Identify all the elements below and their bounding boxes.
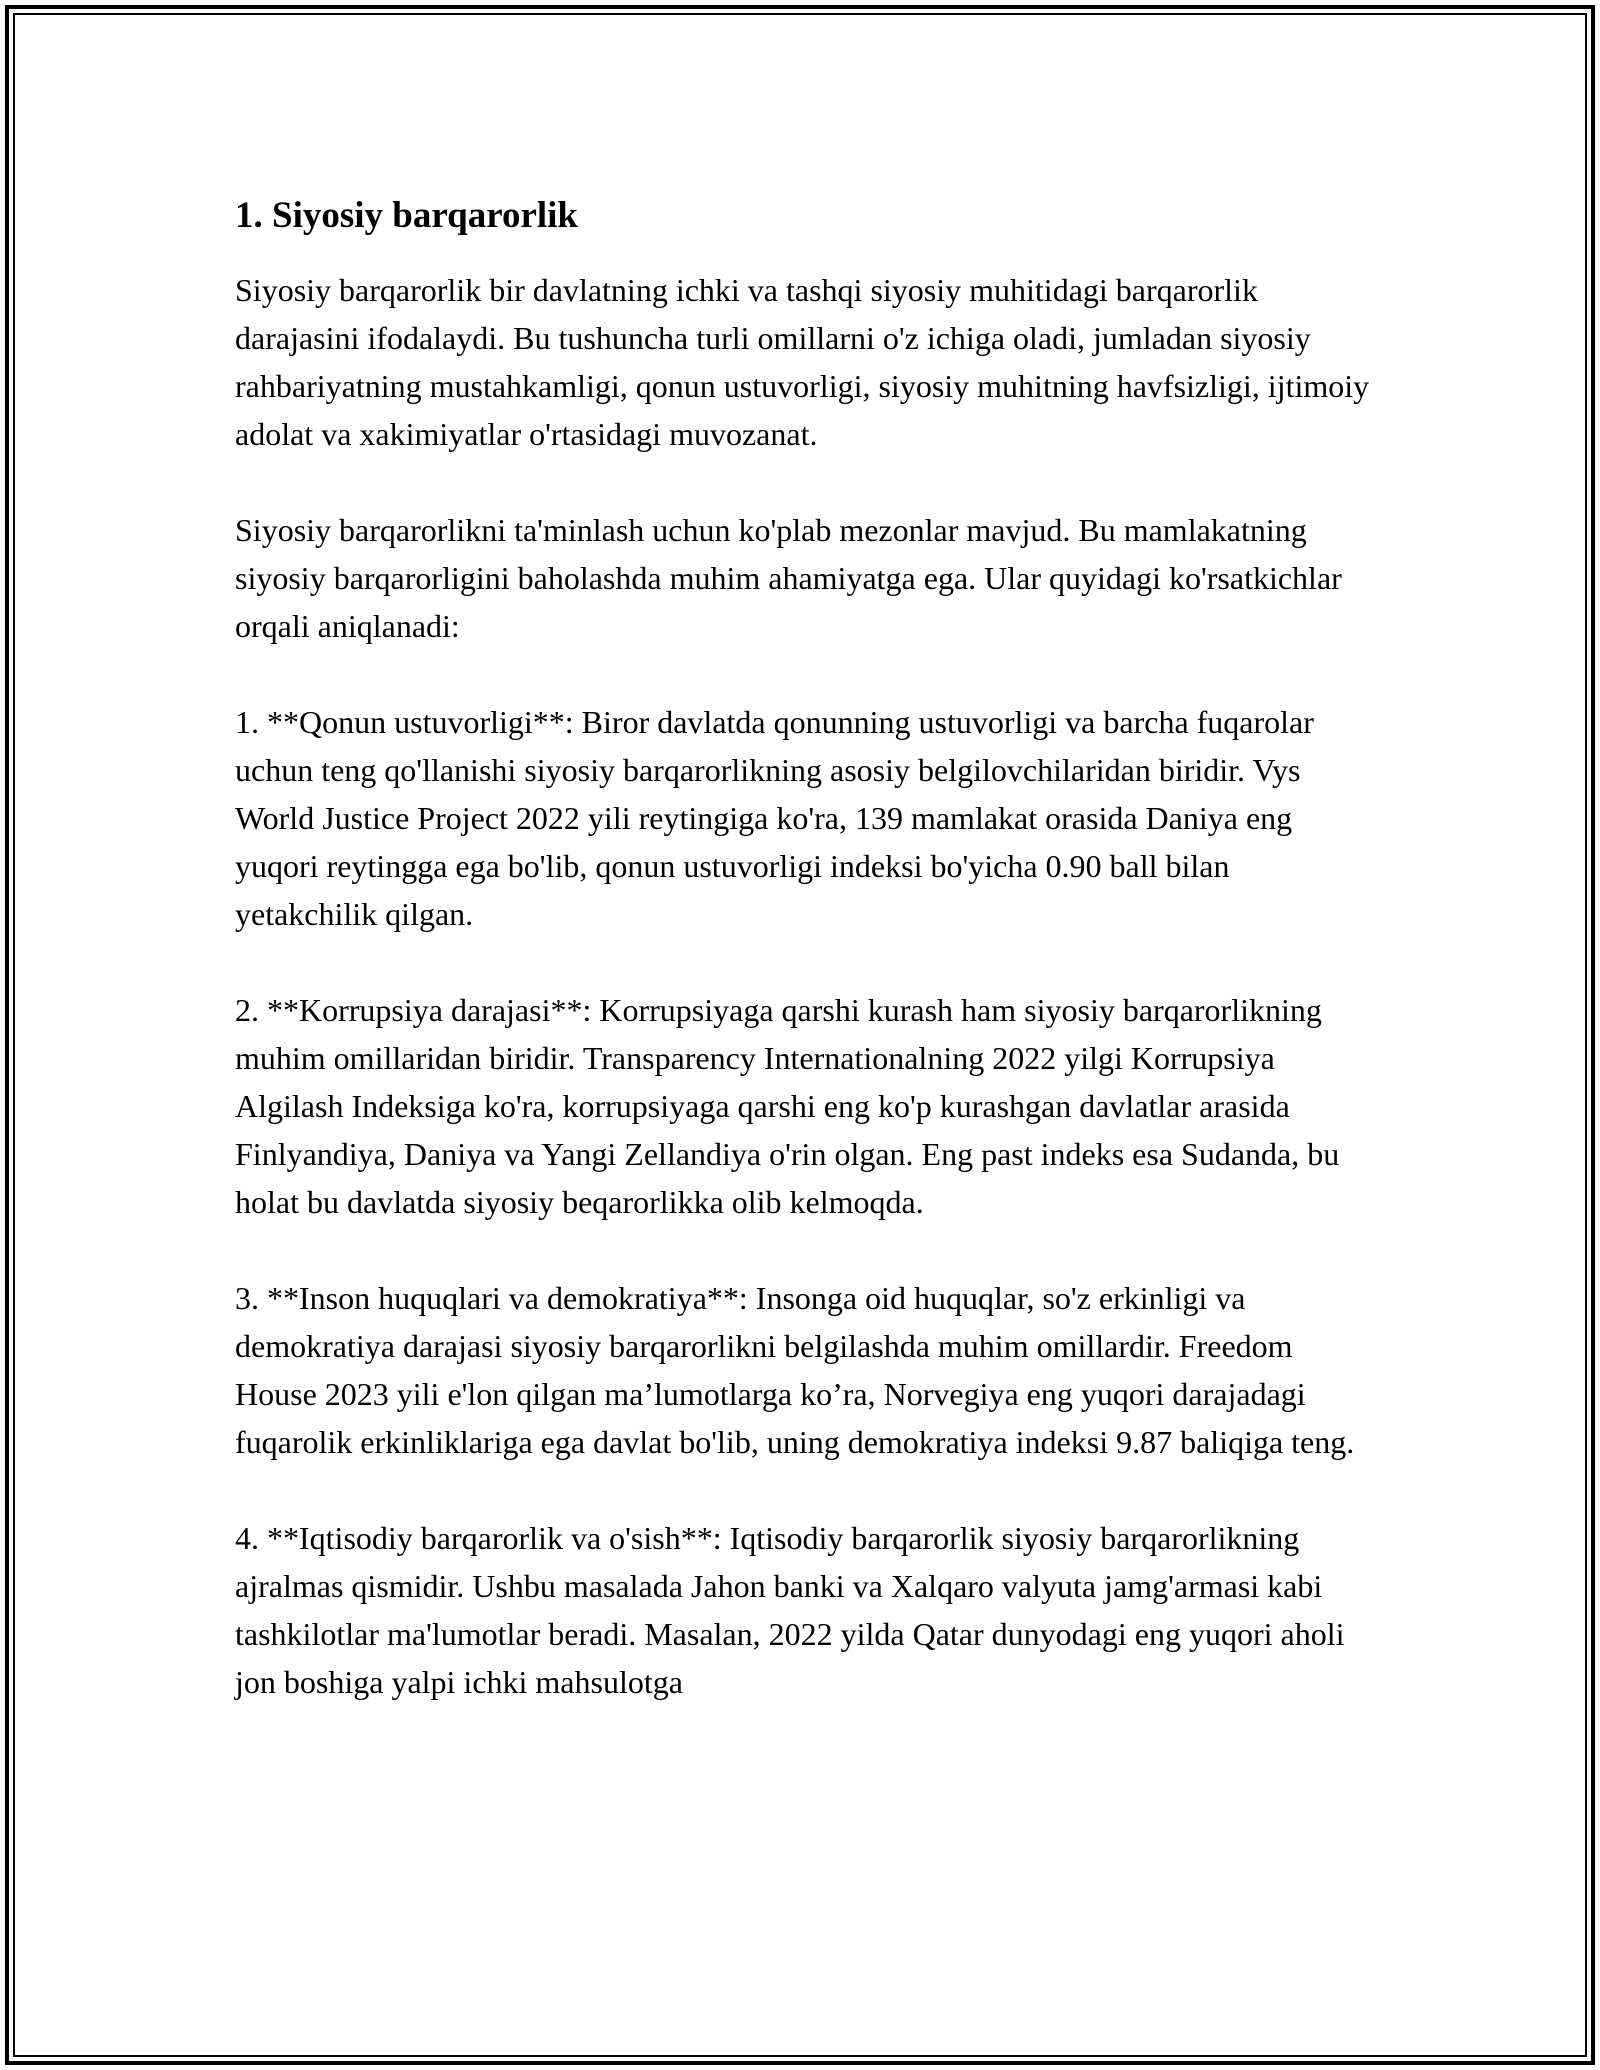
paragraph-economy: 4. **Iqtisodiy barqarorlik va o'sish**: Iqtisodiy barqarorlik siyosiy barqarorlikning ajralmas qismidir. Ushbu masalada Jahon banki va Xalqaro valyuta jamg'armasi kabi tashkilotlar ma'lumotlar beradi. Masalan, 2022 yilda Qatar dunyodagi eng yuqori aholi jon boshiga yalpi ichki mahsulotga <box>235 1520 1345 1700</box>
paragraph-intro: Siyosiy barqarorlik bir davlatning ichki va tashqi siyosiy muhitidagi barqarorlik darajasini ifodalaydi. Bu tushuncha turli omillarni o'z ichiga oladi, jumladan siyosiy rahbariyatning mustahkamligi, qonun ustuvorligi, siyosiy muhitning havfsizligi, ijtimoiy adolat va xakimiyatlar o'rtasidagi muvozanat. <box>235 272 1370 452</box>
paragraph-criteria: Siyosiy barqarorlikni ta'minlash uchun ko'plab mezonlar mavjud. Bu mamlakatning siyosiy barqarorligini baholashda muhim ahamiyatga ega. Ular quyidagi ko'rsatkichlar orqali aniqlanadi: <box>235 512 1342 644</box>
document-body <box>235 188 1375 1754</box>
paragraph-rule-of-law: 1. **Qonun ustuvorligi**: Biror davlatda qonunning ustuvorligi va barcha fuqarolar uchun teng qo'llanishi siyosiy barqarorlikning asosiy belgilovchilaridan biridir. Vys World Justice Project 2022 yili reytingiga ko'ra, 139 mamlakat orasida Daniya eng yuqori reytingga ega bo'lib, qonun ustuvorligi indeksi bo'yicha 0.90 ball bilan yetakchilik qilgan. <box>235 704 1314 932</box>
paragraph-human-rights: 3. **Inson huquqlari va demokratiya**: Insonga oid huquqlar, so'z erkinligi va demokratiya darajasi siyosiy barqarorlikni belgilashda muhim omillardir. Freedom House 2023 yili e'lon qilgan ma’lumotlarga ko’ra, Norvegiya eng yuqori darajadagi fuqarolik erkinliklariga ega davlat bo'lib, uning demokratiya indeksi 9.87 baliqiga teng. <box>235 1280 1355 1460</box>
section-heading: 1. Siyosiy barqarorlik <box>235 195 579 236</box>
paragraph-corruption: 2. **Korrupsiya darajasi**: Korrupsiyaga qarshi kurash ham siyosiy barqarorlikning muhim omillaridan biridir. Transparency Internationalning 2022 yilgi Korrupsiya Algilash Indeksiga ko'ra, korrupsiyaga qarshi eng ko'p kurashgan davlatlar arasida Finlyandiya, Daniya va Yangi Zellandiya o'rin olgan. Eng past indeks esa Sudanda, bu holat bu davlatda siyosiy beqarorlikka olib kelmoqda. <box>235 992 1340 1220</box>
